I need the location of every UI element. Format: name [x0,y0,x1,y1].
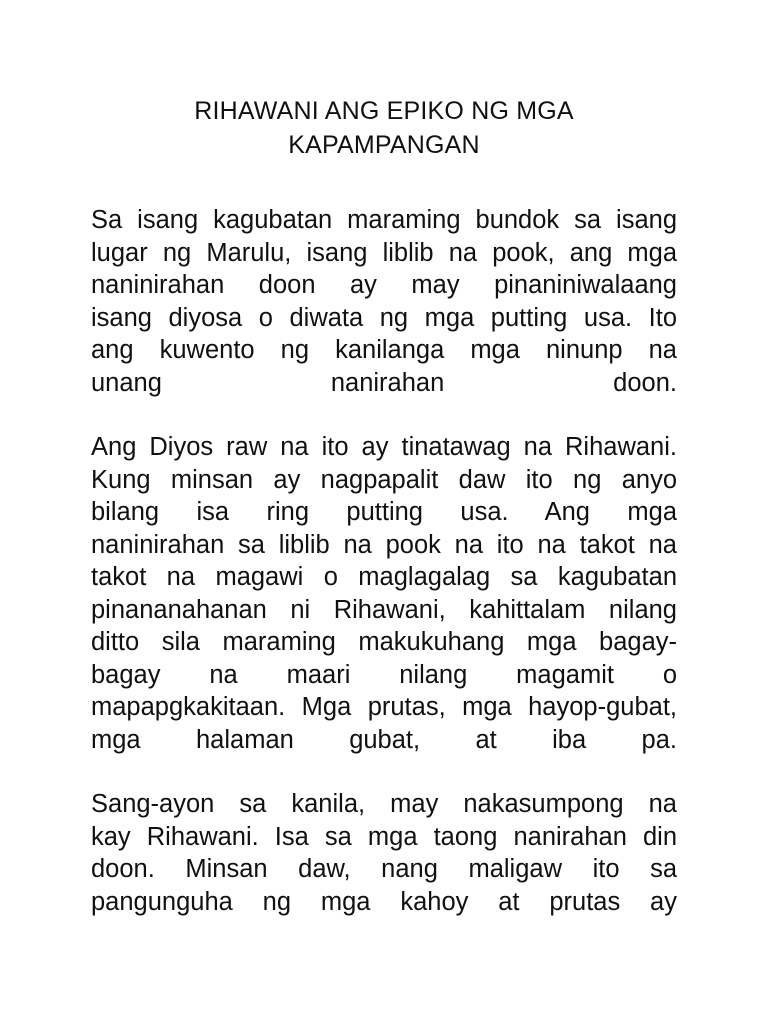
text-line: bagay na maari nilang magamit o [91,660,677,689]
paragraph-3 [91,788,677,918]
text-line: ang kuwento ng kanilanga mga ninunp na [91,336,677,364]
text-line: Sa isang kagubatan maraming bundok sa isang [91,206,677,234]
title-line: KAPAMPANGAN [288,131,480,159]
text-line: lugar ng Marulu, isang liblib na pook, ang mga [91,238,677,267]
text-line: unang nanirahan doon. [91,368,677,397]
text-line: ditto sila maraming makukuhang mga bagay- [91,628,677,656]
text-line: mapapgkakitaan. Mga prutas, mga hayop-gubat, [91,693,677,721]
text-line: takot na magawi o maglagalag sa kagubatan [91,563,677,591]
document-body [91,204,677,950]
text-line: kay Rihawani. Isa sa mga taong nanirahan din [91,822,677,851]
paragraph-1 [91,204,677,399]
text-line: pangunguha ng mga kahoy at prutas ay [91,887,677,916]
text-line: Ang Diyos raw na ito ay tinatawag na Rihawani. [91,433,677,461]
document-title [0,94,768,162]
text-line: Sang-ayon sa kanila, may nakasumpong na [91,790,677,818]
text-line: isang diyosa o diwata ng mga putting usa. Ito [91,303,677,332]
title-line: RIHAWANI ANG EPIKO NG MGA [194,97,574,125]
text-line: pinananahanan ni Rihawani, kahittalam nilang [91,595,677,624]
text-line: doon. Minsan daw, nang maligaw ito sa [91,855,677,883]
text-line: naninirahan doon ay may pinaniniwalaang [91,271,677,299]
text-line: naninirahan sa liblib na pook na ito na takot na [91,530,677,559]
text-line: mga halaman gubat, at iba pa. [91,725,677,754]
text-line: Kung minsan ay nagpapalit daw ito ng anyo [91,465,677,494]
paragraph-2 [91,431,677,756]
text-line: bilang isa ring putting usa. Ang mga [91,498,677,526]
